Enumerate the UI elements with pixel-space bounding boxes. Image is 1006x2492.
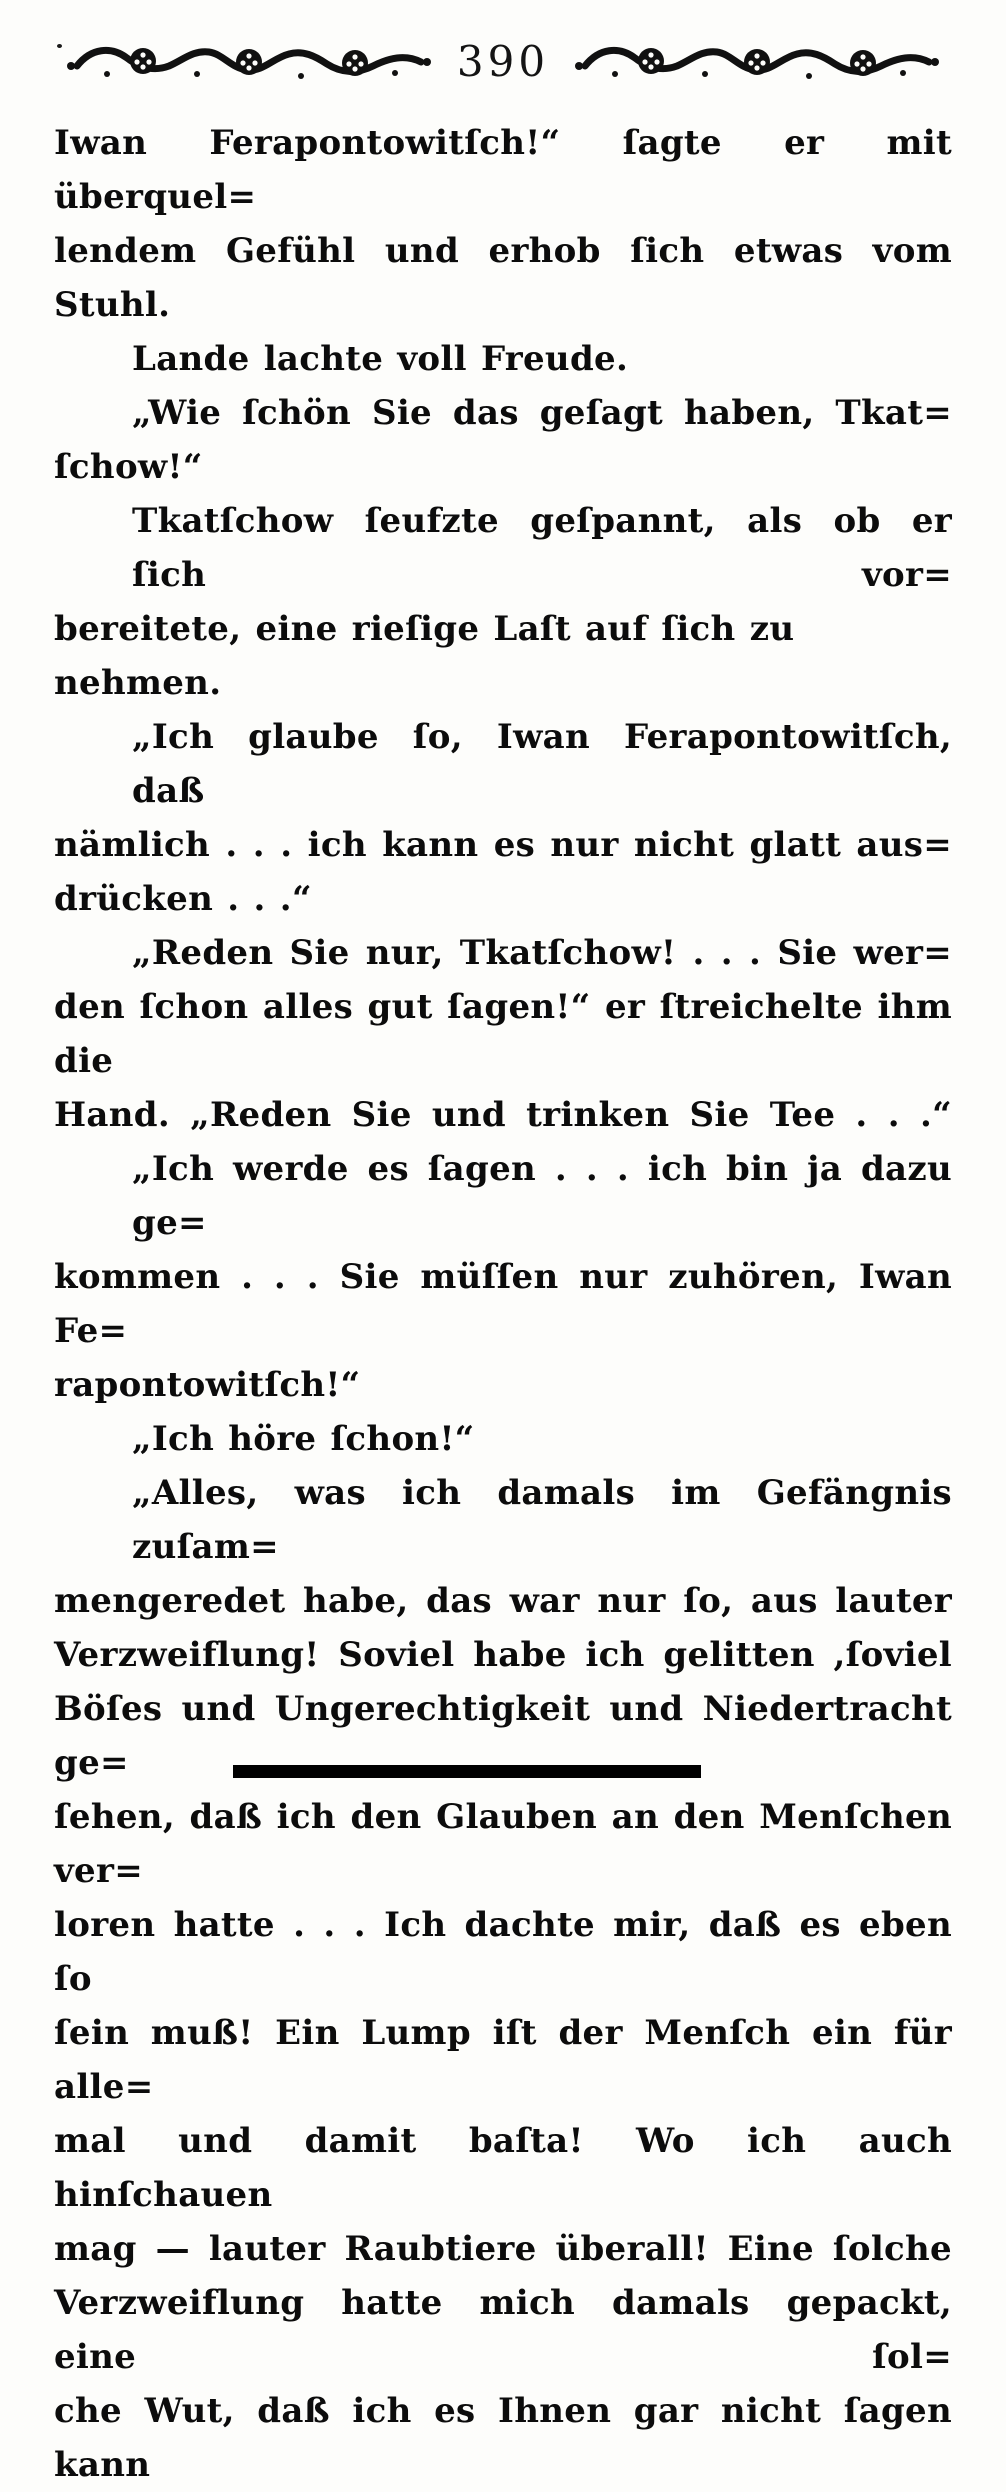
header-ornament-left-icon	[65, 40, 433, 84]
text-line: rapontowitſch!“	[54, 1365, 361, 1405]
text-line: Verzweiflung hatte mich damals gepackt, eine ſol=	[54, 2283, 952, 2377]
text-line: bereitete, eine rieſige Laſt auf ſich zu nehmen.	[54, 609, 795, 703]
text-line: mengeredet habe, das war nur ſo, aus lauter	[54, 1581, 952, 1621]
text-line: „Wie ſchön Sie das geſagt haben, Tkat=	[132, 393, 952, 433]
page-number: 390	[456, 37, 550, 86]
text-line: ſehen, daß ich den Glauben an den Menſchen ver=	[54, 1797, 952, 1891]
text-line: „Ich höre ſchon!“	[132, 1419, 475, 1459]
text-line: Böſes und Ungerechtigkeit und Niedertracht ge=	[54, 1689, 952, 1783]
text-line: ſein muß! Ein Lump iſt der Menſch ein für alle=	[54, 2013, 952, 2107]
text-line: mag — lauter Raubtiere überall! Eine ſolche	[54, 2229, 952, 2269]
text-line: lendem Gefühl und erhob ſich etwas vom Stuhl.	[54, 231, 952, 325]
text-line: Tkatſchow ſeufzte geſpannt, als ob er ſich vor=	[132, 501, 952, 595]
text-line: loren hatte . . . Ich dachte mir, daß es eben ſo	[54, 1905, 952, 1999]
text-block	[54, 116, 952, 2492]
text-line: Verzweiflung! Soviel habe ich gelitten ,ſoviel	[54, 1635, 952, 1675]
text-line: „Ich glaube ſo, Iwan Ferapontowitſch, daß	[132, 717, 952, 811]
text-line: „Alles, was ich damals im Gefängnis zuſam=	[132, 1473, 952, 1567]
text-line: den ſchon alles gut ſagen!“ er ſtreichelte ihm die	[54, 987, 952, 1081]
text-line: Lande lachte voll Freude.	[132, 339, 629, 379]
text-line: drücken . . .“	[54, 879, 312, 919]
text-line: mal und damit baſta! Wo ich auch hinſchauen	[54, 2121, 952, 2215]
text-line: „Ich werde es ſagen . . . ich bin ja dazu ge=	[132, 1149, 952, 1243]
page-header	[0, 38, 1006, 86]
header-ornament-right-icon	[573, 40, 941, 84]
text-line: kommen . . . Sie müſſen nur zuhören, Iwan Fe=	[54, 1257, 952, 1351]
text-line: che Wut, daß ich es Ihnen gar nicht ſagen kann	[54, 2391, 952, 2485]
text-line: Iwan Ferapontowitſch!“ ſagte er mit überquel=	[54, 123, 952, 217]
text-line: nämlich . . . ich kann es nur nicht glatt aus=	[54, 825, 952, 865]
scan-artifact-bar	[233, 1765, 701, 1778]
text-line: „Reden Sie nur, Tkatſchow! . . . Sie wer=	[132, 933, 952, 973]
text-line: ſchow!“	[54, 447, 203, 487]
text-line: Hand. „Reden Sie und trinken Sie Tee . . .“	[54, 1095, 952, 1135]
